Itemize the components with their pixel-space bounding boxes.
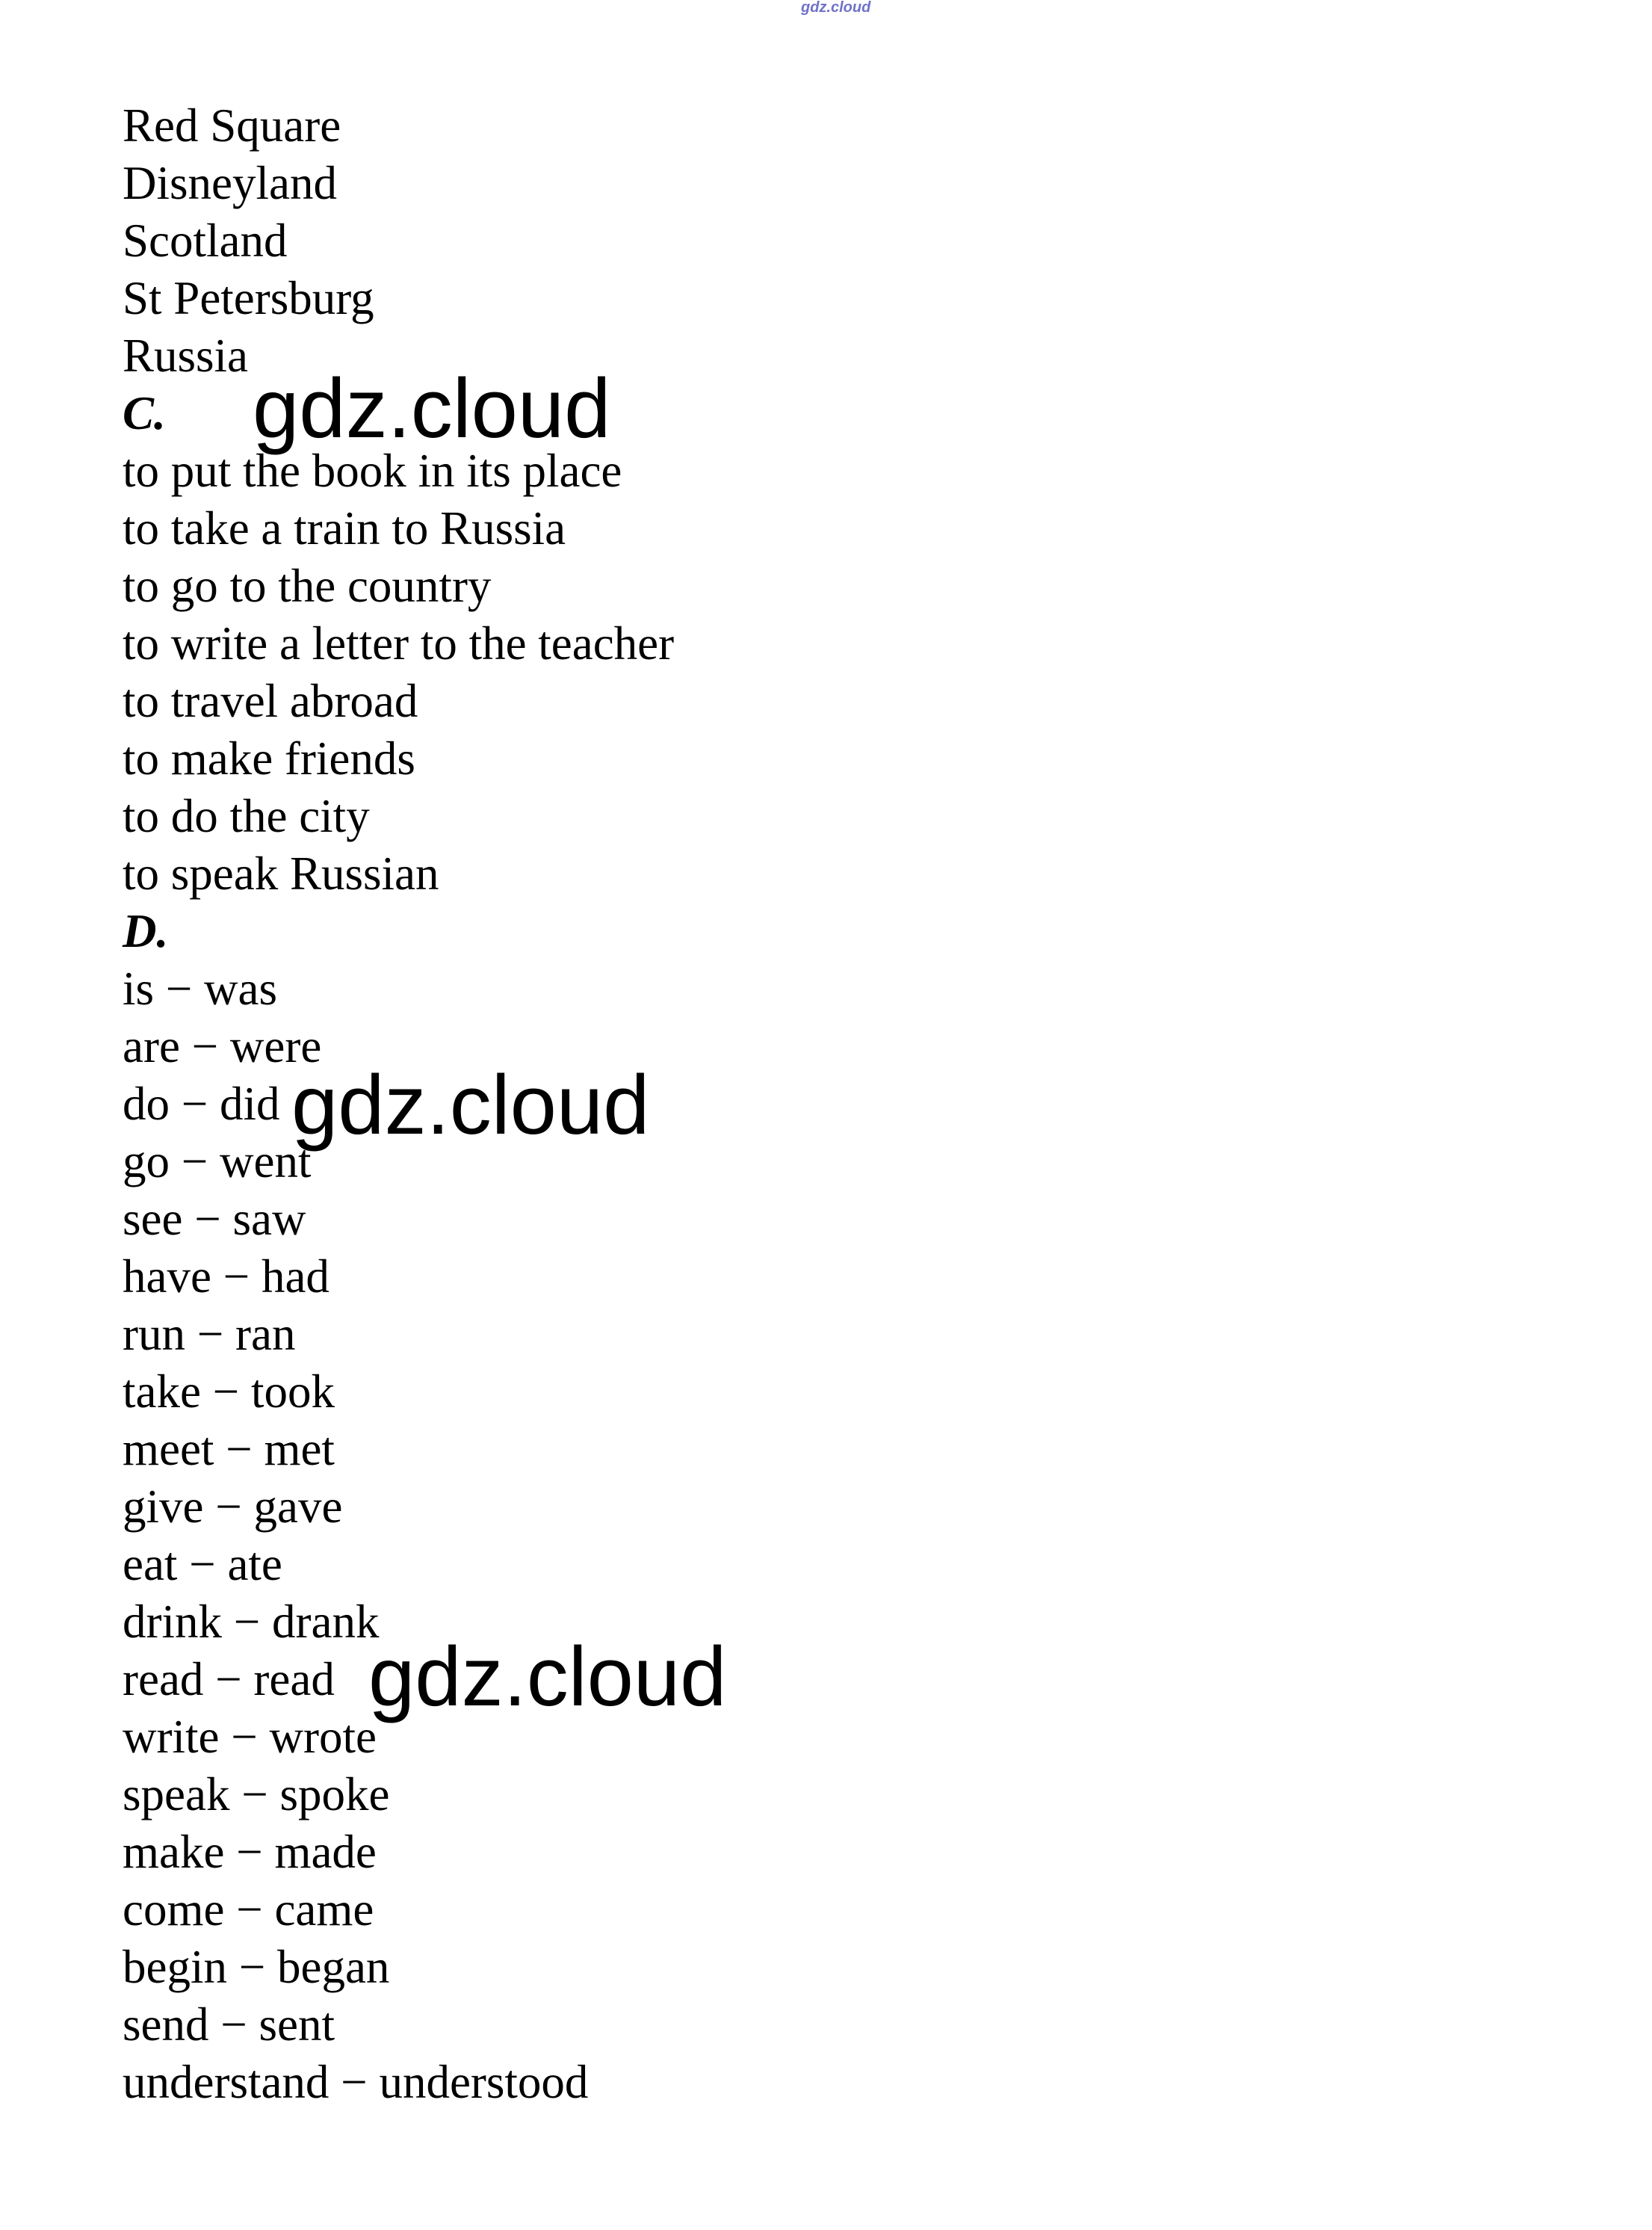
text-line: to travel abroad bbox=[123, 675, 418, 727]
text-line: to take a train to Russia bbox=[123, 502, 566, 555]
text-line: to do the city bbox=[123, 790, 370, 842]
text-line: write − wrote bbox=[123, 1711, 377, 1763]
text-line: Scotland bbox=[123, 214, 288, 267]
text-line: give − gave bbox=[123, 1480, 343, 1533]
text-line: have − had bbox=[123, 1250, 330, 1303]
text-line: to make friends bbox=[123, 732, 415, 785]
text-line: Russia bbox=[123, 330, 249, 382]
text-line: see − saw bbox=[123, 1193, 306, 1245]
text-line: speak − spoke bbox=[123, 1768, 390, 1820]
text-line: meet − met bbox=[123, 1423, 335, 1475]
text-line: to speak Russian bbox=[123, 847, 439, 900]
text-line: do − did bbox=[123, 1078, 280, 1130]
text-line: send − sent bbox=[123, 1998, 335, 2051]
watermark: gdz.cloud bbox=[253, 362, 611, 455]
text-line: to write a letter to the teacher bbox=[123, 617, 675, 670]
watermark: gdz.cloud bbox=[291, 1058, 650, 1152]
text-line: read − read bbox=[123, 1653, 335, 1705]
text-line: Disneyland bbox=[123, 157, 337, 209]
text-line: Red Square bbox=[123, 99, 341, 152]
section-heading: D. bbox=[123, 905, 169, 957]
section-heading: C. bbox=[123, 387, 166, 439]
text-line: come − came bbox=[123, 1883, 374, 1936]
text-line: eat − ate bbox=[123, 1538, 282, 1590]
text-line: go − went bbox=[123, 1135, 312, 1187]
text-line: run − ran bbox=[123, 1308, 296, 1360]
text-line: are − were bbox=[123, 1020, 322, 1072]
text-line: drink − drank bbox=[123, 1596, 380, 1648]
watermark: gdz.cloud bbox=[368, 1630, 727, 1723]
text-line: begin − began bbox=[123, 1941, 390, 1993]
text-line: to put the book in its place bbox=[123, 445, 622, 497]
text-line: St Petersburg bbox=[123, 272, 374, 324]
text-line: make − made bbox=[123, 1826, 377, 1878]
header-watermark: gdz.cloud bbox=[801, 0, 871, 16]
text-line: take − took bbox=[123, 1365, 335, 1418]
text-line: understand − understood bbox=[123, 2056, 589, 2108]
text-line: is − was bbox=[123, 963, 278, 1015]
text-line: to go to the country bbox=[123, 560, 492, 612]
